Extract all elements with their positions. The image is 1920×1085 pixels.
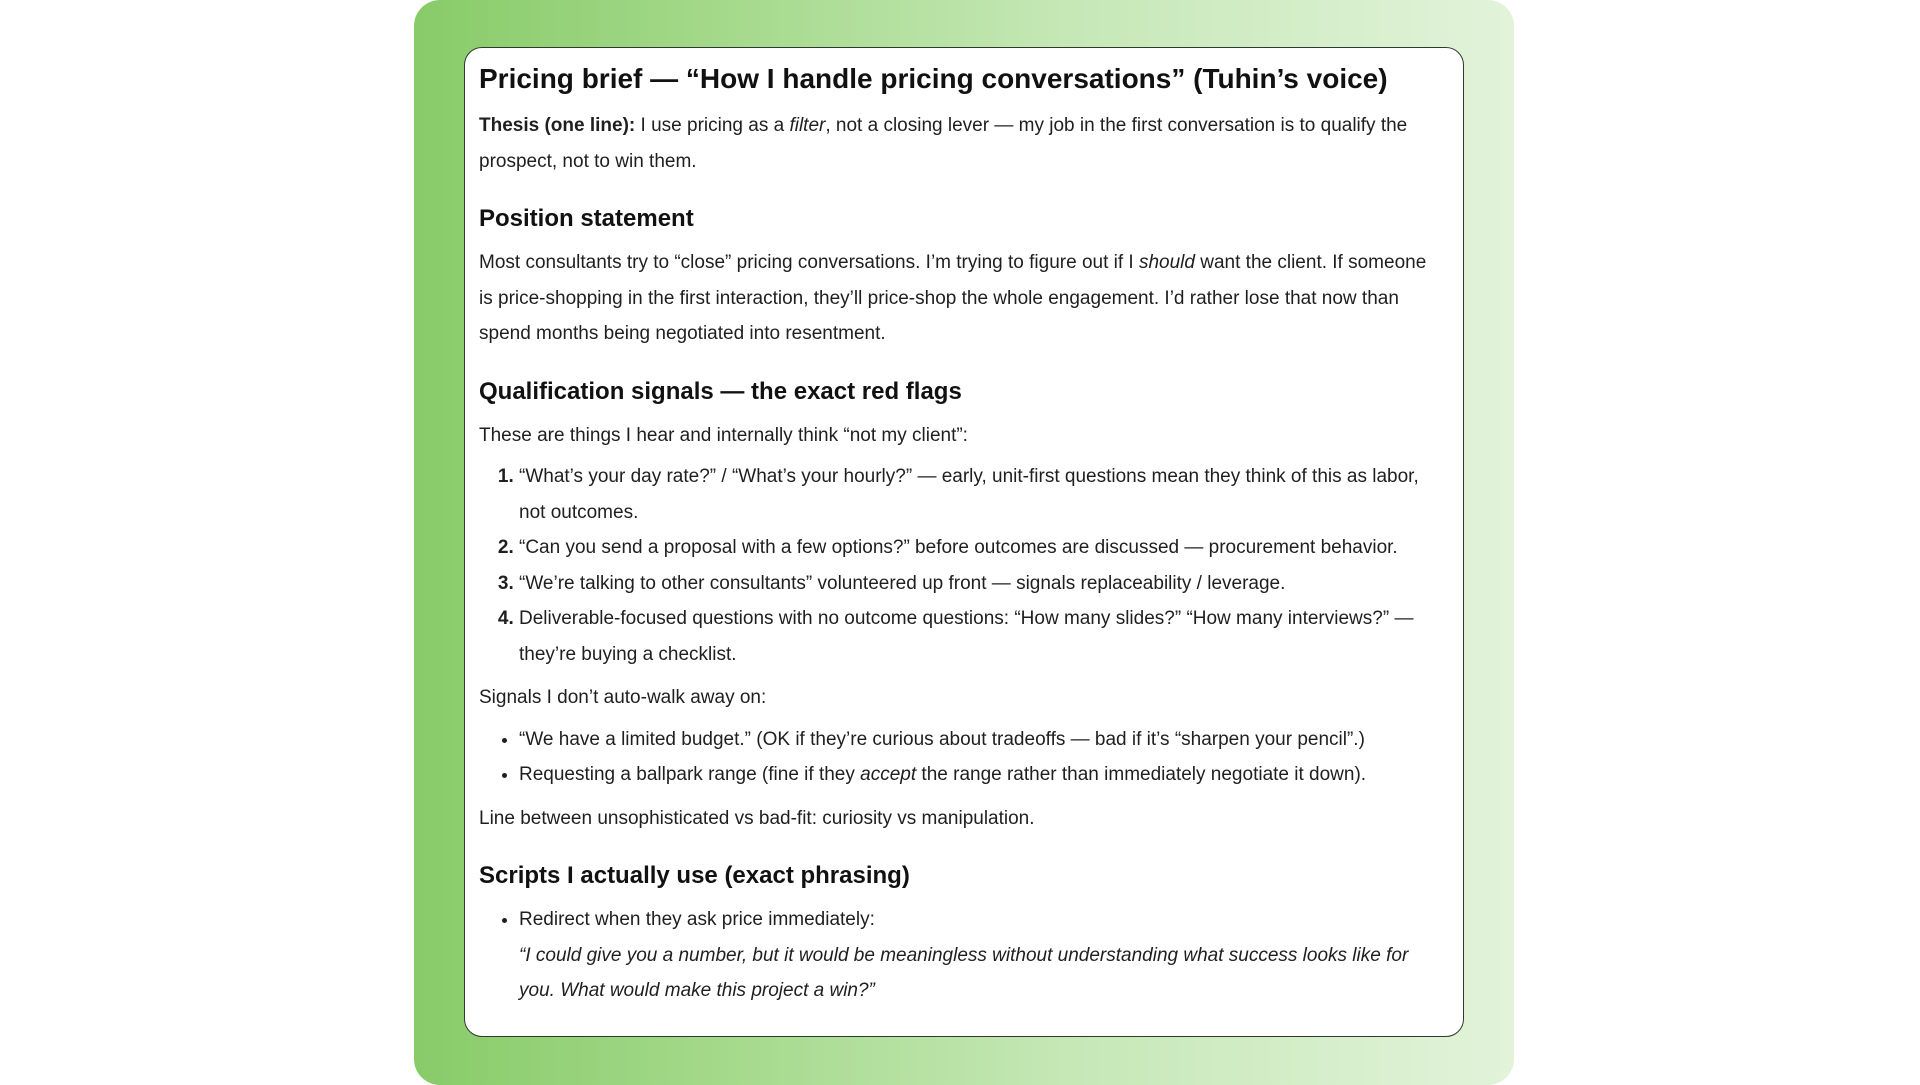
red-flags-list (479, 459, 1445, 672)
thesis-label: Thesis (one line): (479, 115, 636, 136)
script-label: Redirect when they ask price immediately: (519, 909, 875, 930)
document-card (464, 47, 1464, 1037)
document-title: Pricing brief — “How I handle pricing conversations” (Tuhin’s voice) (479, 63, 1388, 94)
list-item (519, 902, 1445, 1009)
script-quote: “I could give you a number, but it would be meaningless without understanding what success looks like for you. What would make this project a win?” (519, 944, 1409, 1001)
position-emphasis: should (1138, 252, 1195, 273)
thesis-emphasis: filter (789, 115, 826, 136)
scripts-heading: Scripts I actually use (exact phrasing) (479, 862, 910, 889)
position-text-end: want the client. If someone is price-shopping in the first interaction, they’ll price-shop the whole engagement. I’d rather lose that now than spend months being negotiated into resentment. (479, 252, 1427, 344)
soft-signals-list (479, 722, 1445, 793)
list-item: 4. Deliverable-focused questions with no outcome questions: “How many slides?” “How many interviews?” — they’re buying a checklist. (519, 601, 1445, 672)
line-paragraph: Line between unsophisticated vs bad-fit: curiosity vs manipulation. (479, 807, 1035, 829)
soft-signals-intro: Signals I don’t auto-walk away on: (479, 687, 767, 708)
thesis-text-end: , not a closing lever — my job in the first conversation is to qualify the prospect, not to win them. (479, 115, 1408, 172)
thesis-paragraph (479, 108, 1445, 179)
list-item: 2. “Can you send a proposal with a few options?” before outcomes are discussed — procurement behavior. (519, 530, 1445, 566)
signals-intro: These are things I hear and internally think “not my client”: (479, 424, 968, 446)
position-paragraph (479, 245, 1445, 352)
list-item: 3. “We’re talking to other consultants” volunteered up front — signals replaceability / leverage. (519, 566, 1445, 602)
soft-signal-emphasis: accept (860, 764, 917, 785)
soft-signal-text: Requesting a ballpark range (fine if they (519, 764, 861, 785)
position-heading: Position statement (479, 205, 694, 232)
list-item (519, 757, 1445, 793)
signals-heading: Qualification signals — the exact red flags (479, 377, 962, 405)
scripts-list (479, 902, 1445, 1009)
list-item: 1. “What’s your day rate?” / “What’s your hourly?” — early, unit-first questions mean they think of this as labor, not outcomes. (519, 459, 1445, 530)
soft-signal-text-end: the range rather than immediately negotiate it down). (916, 764, 1367, 785)
position-text: Most consultants try to “close” pricing conversations. I’m trying to figure out if I (479, 252, 1139, 273)
thesis-text: I use pricing as a (635, 115, 790, 136)
list-item: • “We have a limited budget.” (OK if they’re curious about tradeoffs — bad if it’s “sharpen your pencil”.) (519, 722, 1445, 758)
